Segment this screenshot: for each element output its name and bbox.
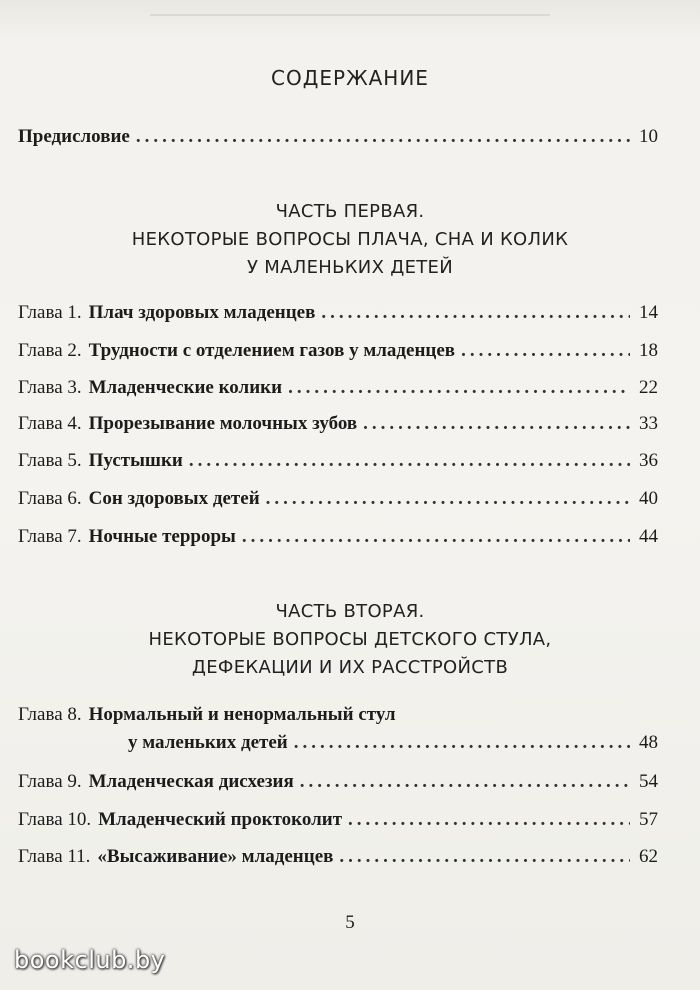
chapter-page: 48: [639, 732, 658, 753]
chapter-title: Сон здоровых детей: [88, 488, 260, 509]
chapter-title: Младенческий проктоколит: [98, 809, 343, 830]
chapter-page: 33: [639, 413, 658, 434]
toc-entry-chapter-3[interactable]: [18, 377, 658, 399]
toc-entry-chapter-10[interactable]: [18, 809, 658, 831]
part-one-line3: У МАЛЕНЬКИХ ДЕТЕЙ: [247, 257, 453, 278]
chapter-title: Плач здоровых младенцев: [88, 302, 316, 323]
toc-entry-chapter-5[interactable]: [18, 450, 658, 472]
chapter-page: 62: [639, 846, 658, 867]
dot-leader: [266, 488, 630, 510]
toc-entry-chapter-2[interactable]: [18, 340, 658, 362]
entry-page: 10: [639, 126, 658, 147]
toc-entry-chapter-9[interactable]: [18, 771, 658, 793]
chapter-label: Глава 9.: [18, 771, 82, 792]
chapter-label: Глава 6.: [18, 488, 82, 509]
chapter-title: Прорезывание молочных зубов: [88, 413, 358, 434]
dot-leader: [288, 377, 630, 399]
chapter-label: Глава 11.: [18, 846, 91, 867]
chapter-label: Глава 10.: [18, 809, 92, 830]
dot-leader: [242, 526, 630, 548]
part-two-heading: [60, 598, 640, 682]
toc-entry-chapter-1[interactable]: [18, 302, 658, 324]
chapter-title: Трудности с отделением газов у младенцев: [88, 340, 456, 361]
part-one-heading: [60, 198, 640, 282]
toc-entry-chapter-7[interactable]: [18, 526, 658, 548]
dot-leader: [294, 732, 630, 754]
toc-entry-preface[interactable]: [18, 126, 658, 148]
chapter-label: Глава 4.: [18, 413, 82, 434]
chapter-label: Глава 1.: [18, 302, 82, 323]
chapter-title: Младенческая дисхезия: [88, 771, 294, 792]
chapter-label: Глава 5.: [18, 450, 82, 471]
chapter-page: 44: [639, 526, 658, 547]
toc-heading: СОДЕРЖАНИЕ: [271, 66, 429, 90]
chapter-title: Пустышки: [88, 450, 183, 471]
chapter-page: 40: [639, 488, 658, 509]
page-number: 5: [345, 912, 355, 933]
chapter-page: 57: [639, 809, 658, 830]
dot-leader: [189, 450, 630, 472]
toc-entry-chapter-6[interactable]: [18, 488, 658, 510]
toc-entry-chapter-8[interactable]: [18, 704, 658, 760]
dot-leader: [461, 340, 630, 362]
part-one-line2: НЕКОТОРЫЕ ВОПРОСЫ ПЛАЧА, СНА И КОЛИК: [131, 229, 569, 250]
part-one-line1: ЧАСТЬ ПЕРВАЯ.: [275, 201, 425, 222]
dot-leader: [339, 846, 630, 868]
chapter-label: Глава 3.: [18, 377, 82, 398]
chapter-page: 18: [639, 340, 658, 361]
chapter-page: 14: [639, 302, 658, 323]
chapter-page: 22: [639, 377, 658, 398]
chapter-label: Глава 7.: [18, 526, 82, 547]
chapter-label: Глава 8.: [18, 704, 82, 725]
chapter-page: 36: [639, 450, 658, 471]
bleed-through-shadow: [150, 0, 550, 16]
dot-leader: [348, 809, 630, 831]
chapter-title: «Высаживание» младенцев: [97, 846, 334, 867]
part-two-line3: ДЕФЕКАЦИИ И ИХ РАССТРОЙСТВ: [191, 657, 509, 678]
dot-leader: [136, 126, 630, 148]
toc-entry-chapter-4[interactable]: [18, 413, 658, 435]
part-two-line1: ЧАСТЬ ВТОРАЯ.: [275, 601, 425, 622]
dot-leader: [300, 771, 630, 793]
toc-entry-chapter-11[interactable]: [18, 846, 658, 868]
chapter-title: Младенческие колики: [88, 377, 283, 398]
chapter-title-line2: у маленьких детей: [128, 732, 288, 753]
entry-title: Предисловие: [18, 126, 130, 147]
part-two-line2: НЕКОТОРЫЕ ВОПРОСЫ ДЕТСКОГО СТУЛА,: [148, 629, 552, 650]
site-watermark: bookclub.by: [14, 946, 166, 974]
chapter-label: Глава 2.: [18, 340, 82, 361]
dot-leader: [321, 302, 630, 324]
chapter-page: 54: [639, 771, 658, 792]
dot-leader: [363, 413, 630, 435]
chapter-title: Ночные терроры: [88, 526, 236, 547]
chapter-title-line1: Нормальный и ненормальный стул: [88, 704, 396, 725]
